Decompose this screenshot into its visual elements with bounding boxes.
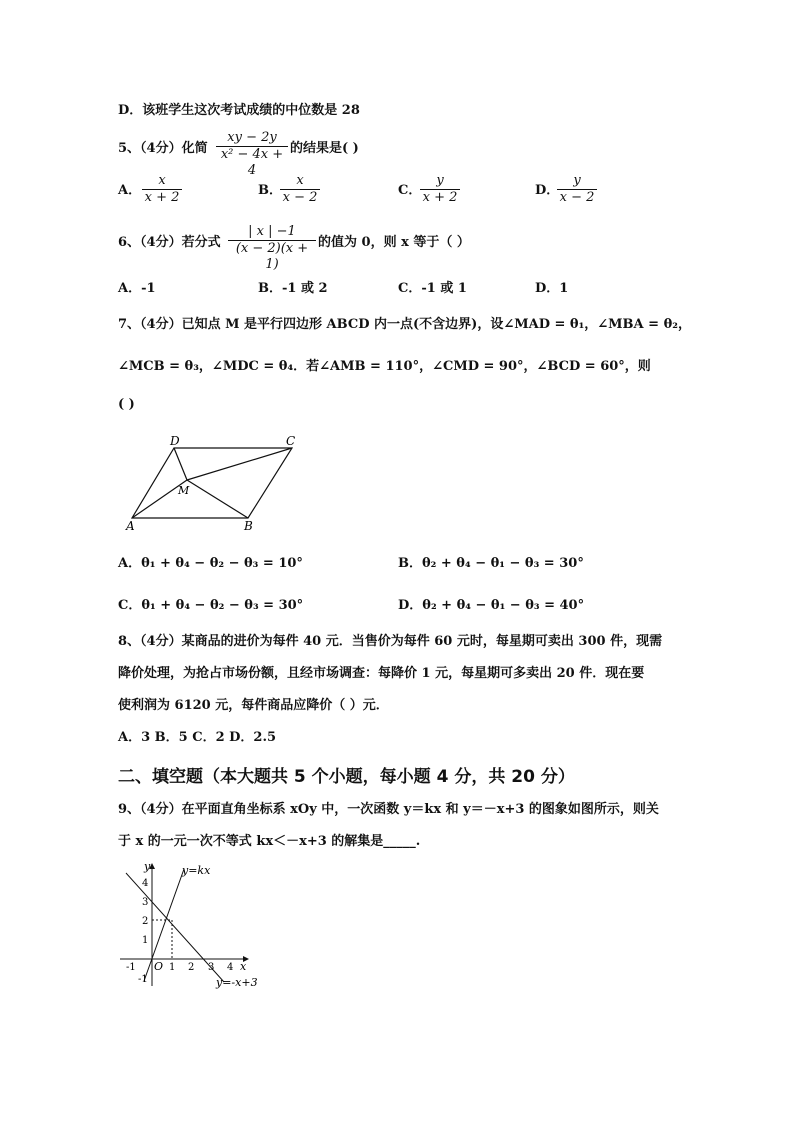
q9-y-tick-4: 4 [142,878,149,889]
q5-option-d-den: x − 2 [559,190,595,205]
q5-option-a-num: x [158,173,166,188]
q5-option-d-fraction[interactable] [557,173,597,206]
q8-line-1: 8、（4分）某商品的进价为每件 40 元．当售价为每件 60 元时，每星期可卖出 300 件，现需 [118,634,663,649]
q9-line-2: 于 x 的一元一次不等式 kx＜－x+3 的解集是_____. [118,834,421,849]
q6-option-b[interactable]: B．-1 或 2 [258,281,328,296]
q9-x-tick-neg1: -1 [126,962,136,973]
q5-option-c-fraction[interactable] [420,173,460,206]
q7-line-3: ( ) [118,397,135,412]
q7-option-a[interactable]: A．θ₁ + θ₄ − θ₂ − θ₃ = 10° [118,556,303,571]
q6-option-a[interactable]: A．-1 [118,281,156,296]
q7-label-m: M [178,484,190,497]
q9-line-kx [144,869,184,981]
q9-y-tick-3: 3 [142,897,149,908]
q5-option-c-den: x + 2 [422,190,458,205]
q6-option-d[interactable]: D．1 [535,281,569,296]
q5-stem-numerator: xy − 2y [227,130,277,145]
q6-option-c[interactable]: C．-1 或 1 [398,281,467,296]
q7-label-b: B [244,519,253,533]
q5-option-a-fraction[interactable] [142,173,182,206]
q8-line-3: 使利润为 6120 元，每件商品应降价（ ）元． [118,698,389,713]
q9-origin-label: O [154,960,164,973]
q9-x-tick-2: 2 [188,962,195,973]
q9-y-axis-label: y [144,860,151,873]
q7-label-d: D [170,434,180,448]
q5-option-a-den: x + 2 [144,190,180,205]
q5-option-c-label[interactable]: C． [398,183,422,198]
q9-x-tick-4: 4 [227,962,234,973]
q9-x-tick-3: 3 [208,962,215,973]
q7-parallelogram-figure [120,430,310,535]
q7-label-a: A [126,519,135,533]
q7-option-c[interactable]: C．θ₁ + θ₄ − θ₂ − θ₃ = 30° [118,598,304,613]
q5-option-d-num: y [573,173,581,188]
q6-stem-numerator: | x | −1 [248,224,296,239]
q5-stem-fraction [216,130,288,179]
q9-x-tick-1: 1 [169,962,176,973]
q7-option-d[interactable]: D．θ₂ + θ₄ − θ₁ − θ₃ = 40° [398,598,585,613]
q6-stem-suffix: 的值为 0，则 x 等于（ ） [318,235,470,250]
q9-x-axis-label: x [240,960,247,973]
q9-line-1: 9、（4分）在平面直角坐标系 xOy 中，一次函数 y＝kx 和 y＝－x+3 的图象如图所示，则关 [118,802,659,817]
q5-option-a-label[interactable]: A． [118,183,142,198]
section-2-title: 二、填空题（本大题共 5 个小题，每小题 4 分，共 20 分） [118,767,575,787]
q5-stem-denominator: x² − 4x + 4 [220,147,284,178]
q5-option-b-fraction[interactable] [280,173,320,206]
q9-y-tick-2: 2 [142,916,149,927]
q5-option-d-label[interactable]: D． [535,183,560,198]
q7-option-b[interactable]: B．θ₂ + θ₄ − θ₁ − θ₃ = 30° [398,556,584,571]
q7-line-2: ∠MCB = θ₃，∠MDC = θ₄．若∠AMB = 110°，∠CMD = 90°，∠BCD = 60°，则 [118,359,651,374]
q9-line2-label: y=-x+3 [216,976,258,989]
q9-graph [112,858,272,998]
q6-stem-prefix: 6、（4分）若分式 [118,235,221,250]
q8-options[interactable]: A．3 B．5 C．2 D．2.5 [118,730,277,745]
q5-option-c-num: y [436,173,444,188]
q7-label-c: C [286,434,296,448]
q9-y-tick-neg1: -1 [138,974,148,985]
q5-option-b-label[interactable]: B． [258,183,282,198]
q9-line1-label: y=kx [182,864,211,877]
q6-stem-denominator: (x − 2)(x + 1) [235,241,309,272]
q6-stem-fraction [228,224,316,273]
q5-stem-suffix: 的结果是( ) [290,141,359,156]
q7-line-1: 7、（4分）已知点 M 是平行四边形 ABCD 内一点(不含边界)，设∠MAD = θ₁，∠MBA = θ₂， [118,317,691,332]
q9-y-tick-1: 1 [142,935,149,946]
q5-option-b-den: x − 2 [282,190,318,205]
q8-line-2: 降价处理，为抢占市场份额，且经市场调查：每降价 1 元，每星期可多卖出 20 件．现在要 [118,666,645,681]
q5-stem-prefix: 5、（4分）化简 [118,141,208,156]
q4-option-d: D．该班学生这次考试成绩的中位数是 28 [118,103,360,118]
q5-option-b-num: x [296,173,304,188]
